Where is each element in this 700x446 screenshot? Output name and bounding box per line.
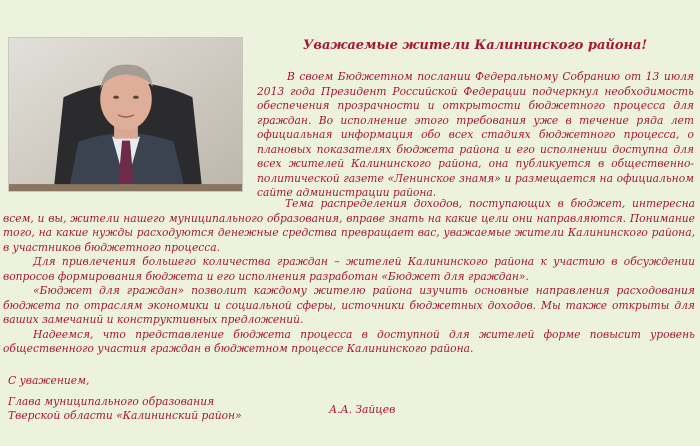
signature-position (8, 395, 242, 423)
paragraph-engagement: Для привлечения большего количества граждан – жителей Калининского района к участию в обсуждении вопросов формирования бюджета и его исполнения разработан «Бюджет для граждан». (3, 255, 695, 283)
intro-paragraph: В своем Бюджетном послании Федеральному Собранию от 13 июля 2013 года Президент Российской Федерации подчеркнул необходимость обеспечения прозрачности и открытости бюджетного процесса для граждан. Во исполнение этого требования уже в течение ряда лет официальная информация обо всех стадиях бюджетного процесса, о плановых показателях бюджета района и его исполнении доступна для всех жителей Калининского района, она публикуется в общественно-политической газете «Ленинское знамя» и размещается на официальном сайте администрации района. (257, 70, 694, 199)
page-title: Уважаемые жители Калининского района! (302, 38, 648, 53)
signature-position-line1: Глава муниципального образования (8, 395, 215, 408)
signature-name: А.А. Зайцев (329, 403, 396, 416)
portrait-photo (8, 37, 243, 192)
body-text (3, 197, 695, 357)
signature-position-line2: Тверской области «Калининский район» (8, 409, 242, 422)
paragraph-hope: Надеемся, что представление бюджета процесса в доступной для жителей форме повысит уровень общественного участия граждан в бюджетном процессе Калининского района. (3, 327, 695, 355)
signature-greeting: С уважением, (8, 374, 90, 387)
portrait-illustration (9, 38, 242, 191)
paragraph-budget-for-citizens: «Бюджет для граждан» позволит каждому жителю района изучить основные направления расходования бюджета по отраслям экономики и социальной сферы, источники бюджетных доходов. Мы также открыты для ваших замечаний и конструктивных предложений. (3, 284, 695, 326)
paragraph-income-topic: Тема распределения доходов, поступающих в бюджет, интересна всем, и вы, жители нашего муниципального образования, вправе знать на какие цели они направляются. Понимание того, на какие нужды расходуются денежные средства превращает вас, уважаемые жители Калининского района, в участников бюджетного процесса. (3, 197, 695, 254)
